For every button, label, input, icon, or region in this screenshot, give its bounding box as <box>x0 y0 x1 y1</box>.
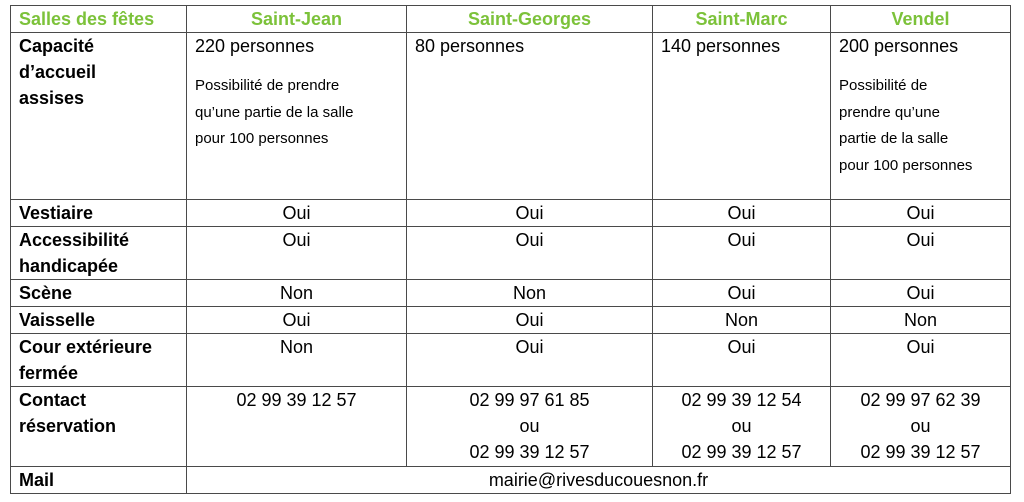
label-accessibilite-line: handicapée <box>19 256 119 276</box>
contact-phone: 02 99 39 12 54 <box>681 390 802 410</box>
cell-vestiaire-vendel: Oui <box>831 200 1011 227</box>
capacite-value: 220 personnes <box>195 36 315 56</box>
cell-cour-saint-jean: Non <box>187 334 407 387</box>
cell-accessibilite-saint-georges: Oui <box>407 227 653 280</box>
header-saint-marc: Saint-Marc <box>653 6 831 33</box>
contact-or: ou <box>910 416 931 436</box>
row-capacite <box>11 33 1011 200</box>
label-capacite-line: Capacité <box>19 36 95 56</box>
salles-des-fetes-table <box>10 5 1011 494</box>
contact-phone: 02 99 97 61 85 <box>469 390 590 410</box>
cell-scene-vendel: Oui <box>831 280 1011 307</box>
label-capacite <box>11 33 187 200</box>
header-saint-jean: Saint-Jean <box>187 6 407 33</box>
cell-vestiaire-saint-georges: Oui <box>407 200 653 227</box>
cell-cour-saint-georges: Oui <box>407 334 653 387</box>
cell-capacite-saint-jean <box>187 33 407 200</box>
row-mail <box>11 467 1011 494</box>
cell-vaisselle-vendel: Non <box>831 307 1011 334</box>
row-vestiaire <box>11 200 1011 227</box>
capacite-note-line: qu’une partie de la salle <box>195 103 354 121</box>
header-saint-georges: Saint-Georges <box>407 6 653 33</box>
capacite-note-line: pour 100 personnes <box>195 130 329 147</box>
contact-or: ou <box>731 416 752 436</box>
header-row <box>11 6 1011 33</box>
capacite-note-line: Possibilité de prendre <box>195 77 340 94</box>
contact-or: ou <box>519 416 540 436</box>
cell-mail-value: mairie@rivesducouesnon.fr <box>187 467 1011 494</box>
capacite-note-line: Possibilité de <box>839 77 928 94</box>
row-scene <box>11 280 1011 307</box>
label-accessibilite-line: Accessibilité <box>19 230 130 250</box>
label-cour-line: Cour extérieure <box>19 337 153 357</box>
label-accessibilite <box>11 227 187 280</box>
cell-vestiaire-saint-marc: Oui <box>653 200 831 227</box>
cell-accessibilite-saint-marc: Oui <box>653 227 831 280</box>
cell-capacite-saint-georges <box>407 33 653 200</box>
row-accessibilite <box>11 227 1011 280</box>
cell-scene-saint-georges: Non <box>407 280 653 307</box>
row-cour <box>11 334 1011 387</box>
row-contact <box>11 387 1011 467</box>
cell-capacite-vendel <box>831 33 1011 200</box>
label-capacite-line: assises <box>19 88 85 108</box>
cell-vaisselle-saint-jean: Oui <box>187 307 407 334</box>
capacite-note-line: prendre qu’une <box>839 103 940 121</box>
cell-contact-vendel <box>831 387 1011 467</box>
capacite-note-line: partie de la salle <box>839 130 949 147</box>
capacite-note-line: pour 100 personnes <box>839 156 973 174</box>
cell-vaisselle-saint-marc: Non <box>653 307 831 334</box>
cell-capacite-saint-marc <box>653 33 831 200</box>
capacite-note <box>839 73 1002 179</box>
cell-vaisselle-saint-georges: Oui <box>407 307 653 334</box>
capacite-value: 200 personnes <box>839 36 959 56</box>
contact-phone: 02 99 39 12 57 <box>469 442 590 462</box>
label-contact <box>11 387 187 467</box>
cell-accessibilite-saint-jean: Oui <box>187 227 407 280</box>
cell-cour-vendel: Oui <box>831 334 1011 387</box>
row-vaisselle <box>11 307 1011 334</box>
cell-contact-saint-georges <box>407 387 653 467</box>
label-scene: Scène <box>11 280 187 307</box>
cell-accessibilite-vendel: Oui <box>831 227 1011 280</box>
label-contact-line: réservation <box>19 416 117 436</box>
cell-cour-saint-marc: Oui <box>653 334 831 387</box>
contact-phone: 02 99 39 12 57 <box>236 390 357 410</box>
contact-phone: 02 99 97 62 39 <box>860 390 981 410</box>
capacite-note <box>195 73 398 153</box>
cell-contact-saint-jean <box>187 387 407 467</box>
label-cour <box>11 334 187 387</box>
contact-phone: 02 99 39 12 57 <box>681 442 802 462</box>
header-vendel: Vendel <box>831 6 1011 33</box>
label-contact-line: Contact <box>19 390 86 410</box>
label-cour-line: fermée <box>19 363 79 383</box>
capacite-value: 140 personnes <box>661 36 781 56</box>
cell-vestiaire-saint-jean: Oui <box>187 200 407 227</box>
label-mail: Mail <box>11 467 187 494</box>
cell-scene-saint-jean: Non <box>187 280 407 307</box>
capacite-value: 80 personnes <box>415 36 525 56</box>
header-salles-des-fetes: Salles des fêtes <box>11 6 187 33</box>
contact-phone: 02 99 39 12 57 <box>860 442 981 462</box>
label-capacite-line: d’accueil <box>19 62 97 82</box>
cell-contact-saint-marc <box>653 387 831 467</box>
label-vestiaire: Vestiaire <box>11 200 187 227</box>
cell-scene-saint-marc: Oui <box>653 280 831 307</box>
label-vaisselle: Vaisselle <box>11 307 187 334</box>
